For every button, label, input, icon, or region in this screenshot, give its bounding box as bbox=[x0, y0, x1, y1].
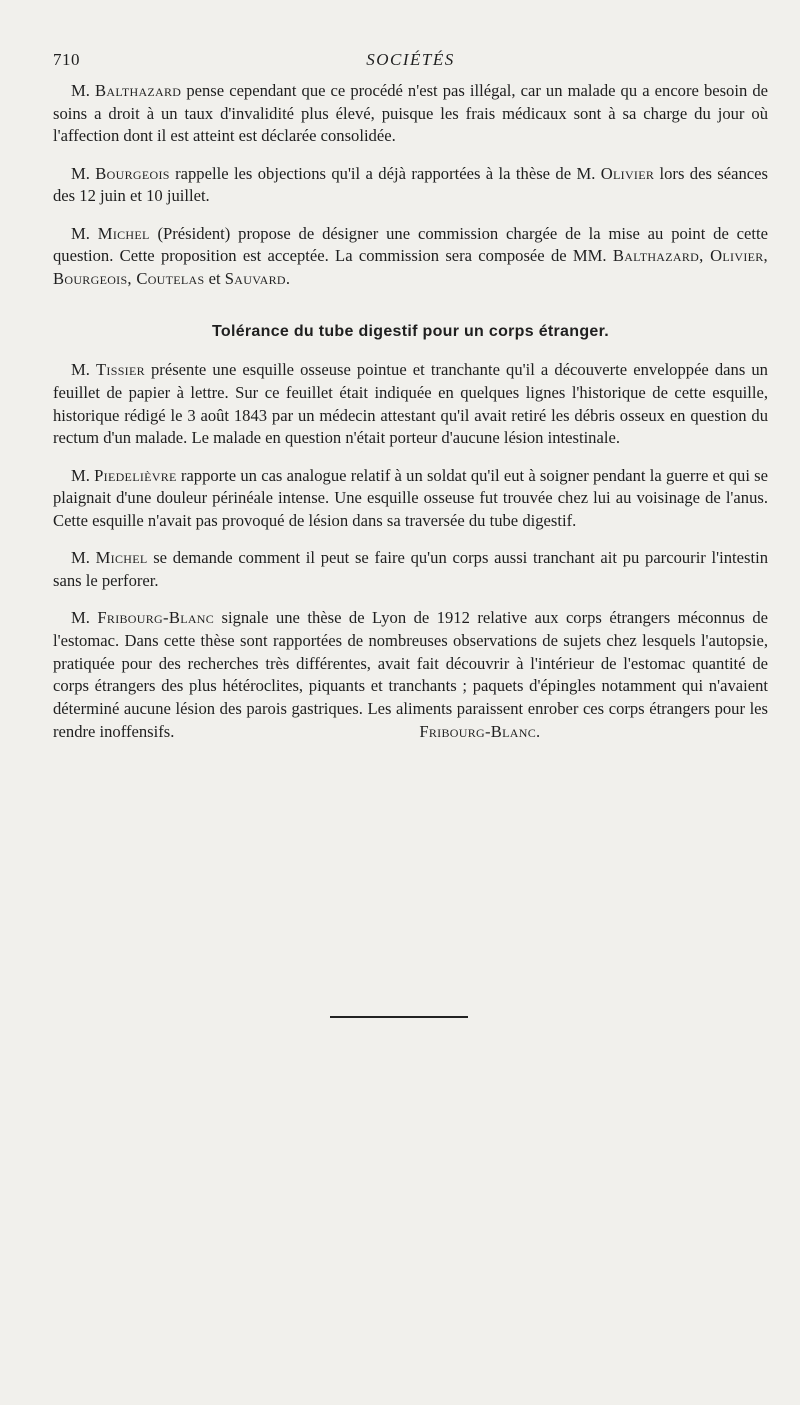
signature: Fribourg-Blanc. bbox=[419, 721, 541, 741]
person-name: Olivier bbox=[600, 163, 655, 183]
page-number: 710 bbox=[53, 50, 80, 69]
speaker-name: Tissier bbox=[96, 360, 145, 380]
person-name: Sauvard bbox=[224, 268, 286, 288]
speaker-name: Michel bbox=[95, 548, 148, 568]
speaker-name: Michel bbox=[97, 223, 150, 243]
paragraph-michel-president: M. Michel (Président) propose de désigner une commission chargée de la mise au point de cette question. Cette proposition est acceptée. La commission sera composée de MM. Balthazard, Olivier, Bourgeois, Coutelas et Sauvard. bbox=[53, 223, 768, 288]
paragraph-bourgeois: M. Bourgeois rappelle les objections qu'il a déjà rapportées à la thèse de M. Olivier lors des séances des 12 juin et 10 juillet. bbox=[53, 163, 768, 206]
end-rule-divider bbox=[330, 1016, 468, 1018]
paragraph-fribourg-blanc: M. Fribourg-Blanc signale une thèse de Lyon de 1912 relative aux corps étrangers méconnus de l'estomac. Dans cette thèse sont rapportées de nombreuses observations de sujets chez lesquels l'autopsie, pratiquée pour des recherches très différentes, avait fait découvrir à l'intérieur de l'estomac quantité de corps étrangers des plus hétéroclites, piquants et tranchants ; paquets d'épingles notamment qui n'avaient déterminé aucune lésion des parois gastriques. Les aliments paraissent enrober ces corps étrangers pour les rendre inoffensifs. Fribourg-Blanc. bbox=[53, 608, 768, 741]
speaker-name: Fribourg-Blanc bbox=[97, 608, 215, 628]
speaker-name: Bourgeois bbox=[95, 163, 170, 183]
speaker-name: Piedelièvre bbox=[94, 465, 177, 485]
paragraph-tissier: M. Tissier présente une esquille osseuse pointue et tranchante qu'il a découverte enveloppée dans un feuillet de papier à lettre. Sur ce feuillet était indiquée en quelques lignes l'historique de cette esquille, historique rédigé le 3 août 1843 par un médecin attestant qu'il avait retiré les débris osseux en question du rectum d'un malade. Le malade en question n'était porteur d'aucune lésion intestinale. bbox=[53, 360, 768, 448]
paragraph-balthazard: M. Balthazard pense cependant que ce procédé n'est pas illégal, car un malade qu a encore besoin de soins a droit à un taux d'invalidité plus élevé, puisque les frais médicaux sont à sa charge du jour où l'affection dont il est atteint est déclarée consolidée. bbox=[53, 81, 768, 146]
speaker-name: Balthazard bbox=[94, 81, 182, 100]
page-content bbox=[53, 80, 768, 743]
paragraph-michel: M. Michel se demande comment il peut se faire qu'un corps aussi tranchant ait pu parcourir l'intestin sans le perforer. bbox=[53, 548, 768, 590]
running-title: SOCIÉTÉS bbox=[366, 50, 455, 69]
commission-members: Balthazard, Olivier, Bourgeois, Coutelas bbox=[53, 246, 768, 288]
paragraph-piedelievre: M. Piedelièvre rapporte un cas analogue relatif à un soldat qu'il eut à soigner pendant la guerre et qui se plaignait d'une douleur périnéale intense. Une esquille osseuse fut trouvée chez lui au voisinage de l'anus. Cette esquille n'avait pas provoqué de lésion dans sa traversée du tube digestif. bbox=[53, 465, 768, 531]
section-heading: Tolérance du tube digestif pour un corps étranger. bbox=[212, 322, 609, 340]
page-header bbox=[53, 50, 768, 80]
page bbox=[53, 50, 768, 758]
